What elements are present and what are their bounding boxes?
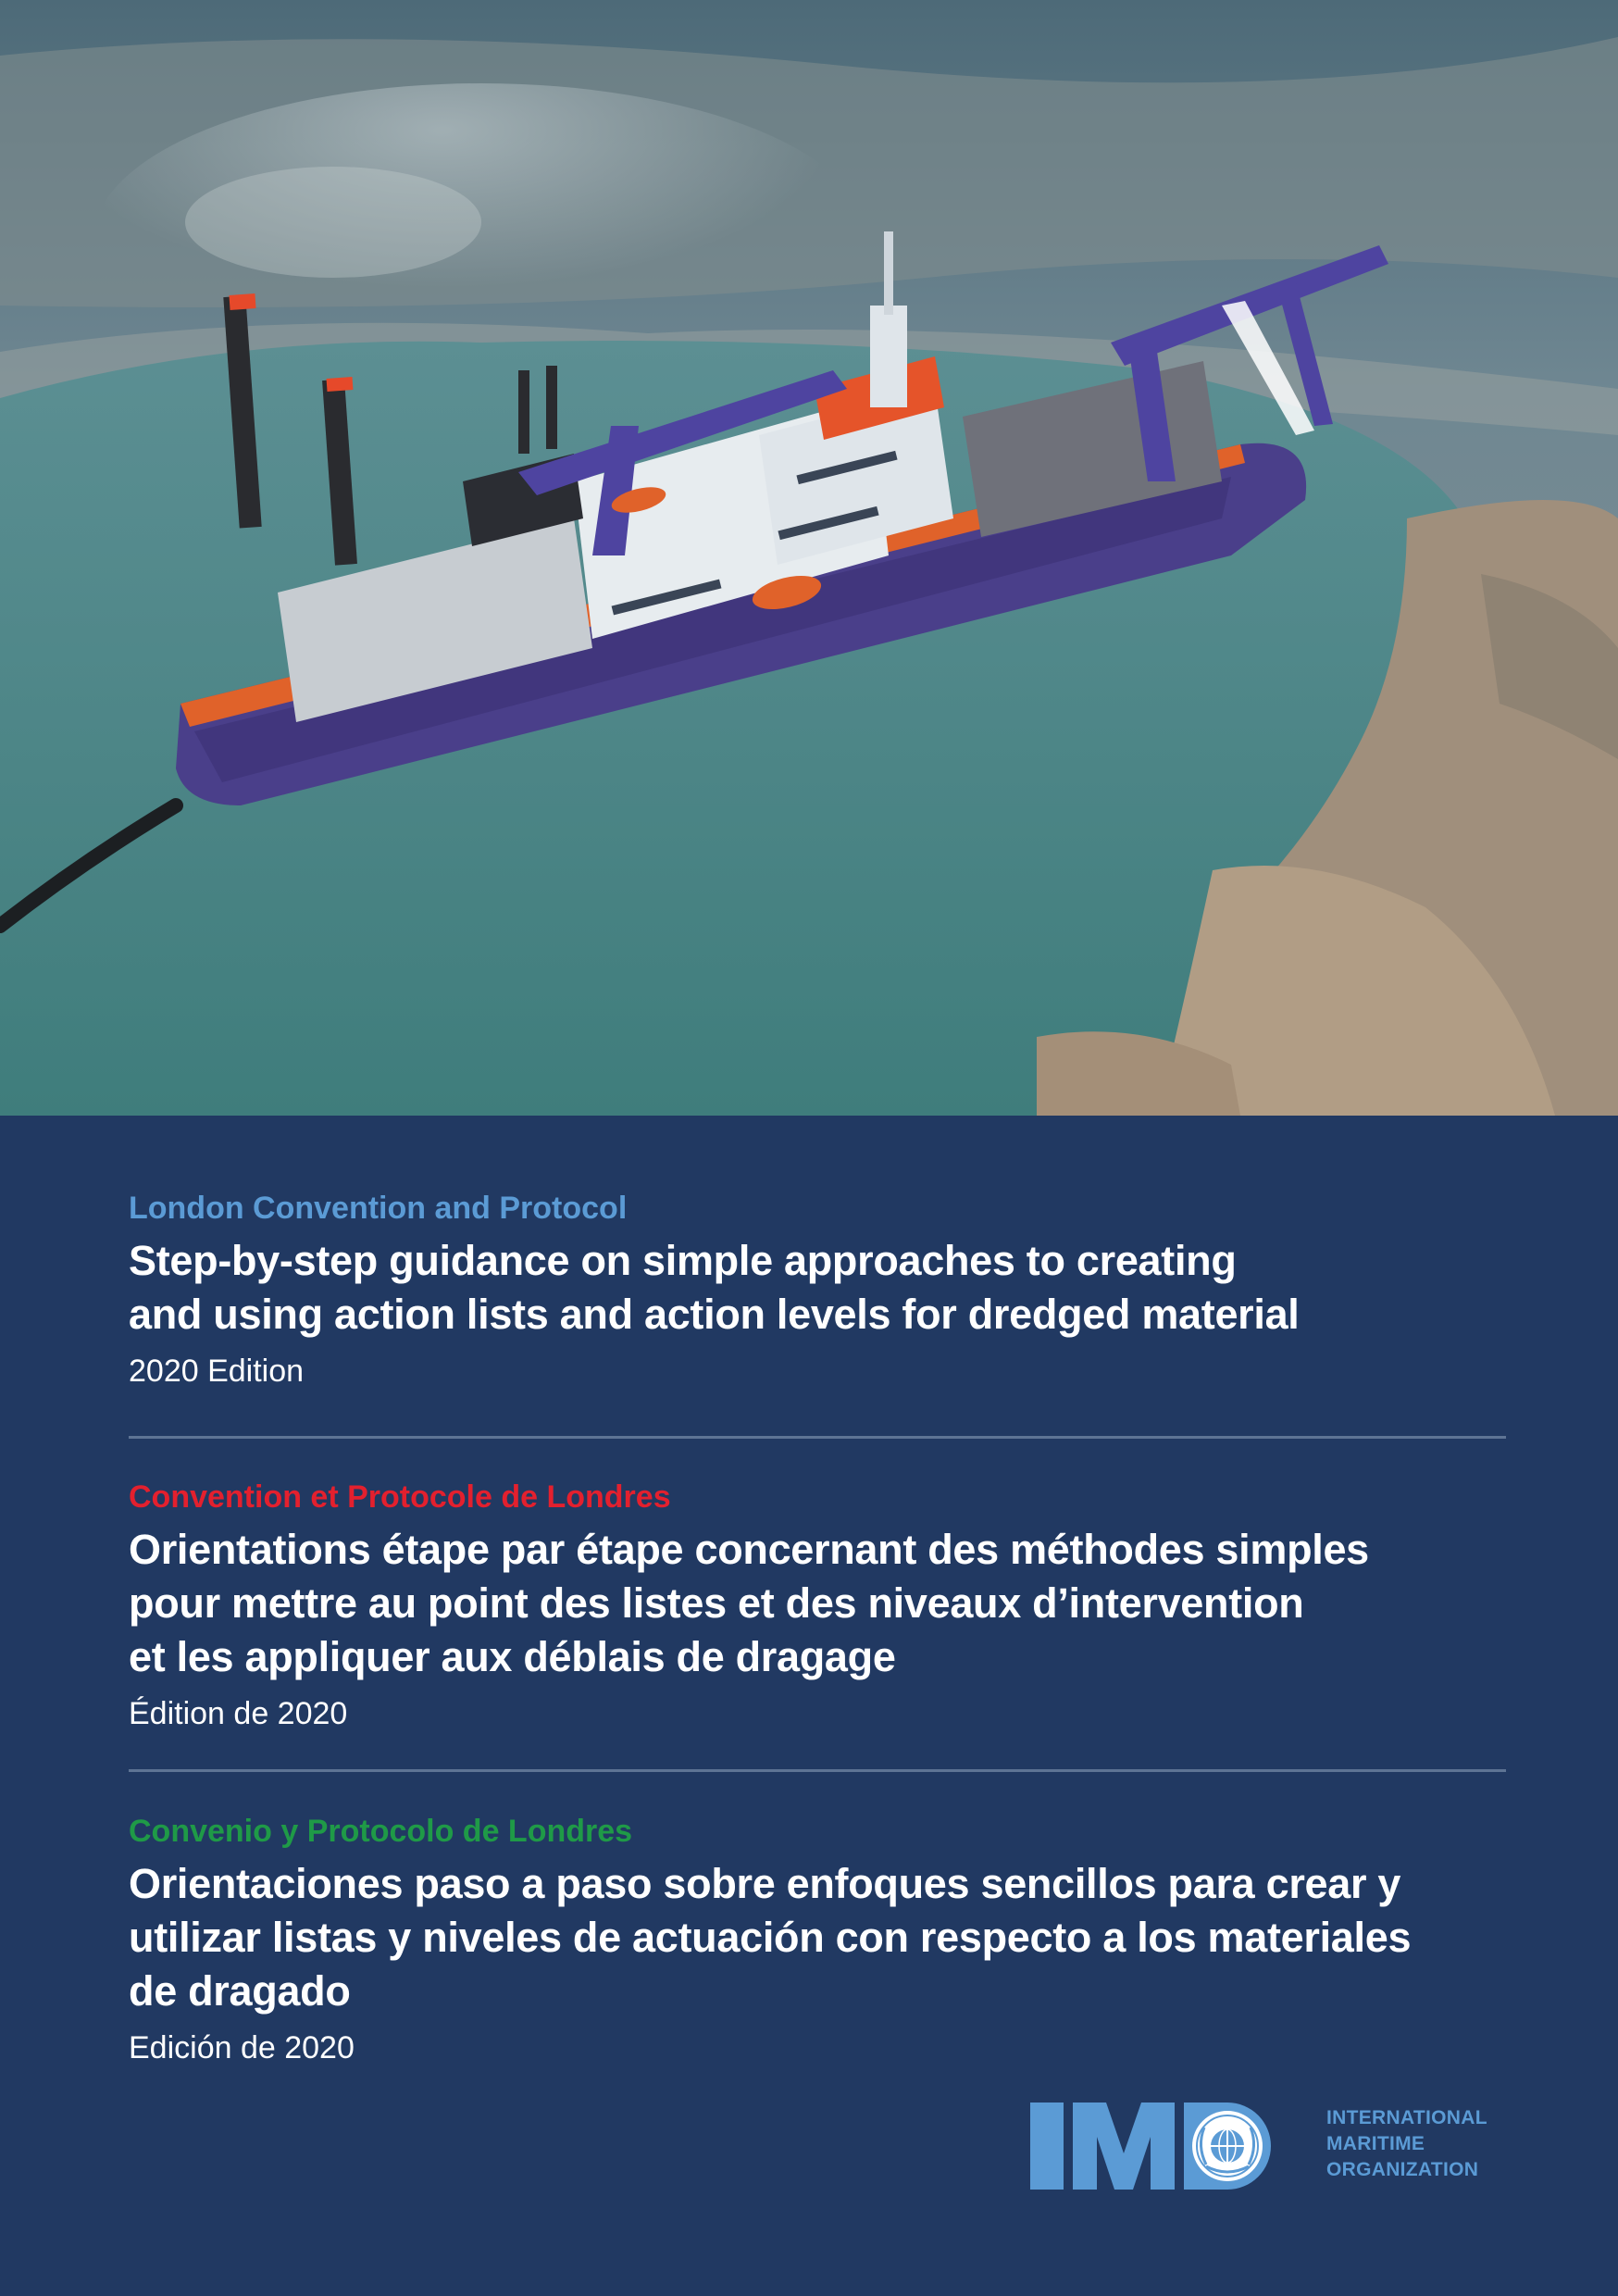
english-title-line: Step-by-step guidance on simple approaches to creating xyxy=(129,1237,1237,1284)
english-title-line: and using action lists and action levels for dredged material xyxy=(129,1291,1300,1338)
spanish-title-line: utilizar listas y niveles de actuación con respecto a los materiales xyxy=(129,1914,1412,1961)
french-title-line: et les appliquer aux déblais de dragage xyxy=(129,1633,896,1680)
spanish-edition: Edición de 2020 xyxy=(129,2030,355,2065)
dredger-illustration xyxy=(0,0,1618,1116)
organization-name-line: ORGANIZATION xyxy=(1326,2159,1479,2180)
english-series-name: London Convention and Protocol xyxy=(129,1191,628,1226)
english-title xyxy=(129,1234,1508,1341)
english-title-block xyxy=(129,1190,1508,1391)
french-series-name: Convention et Protocole de Londres xyxy=(129,1479,671,1515)
spanish-series-name: Convenio y Protocolo de Londres xyxy=(129,1814,633,1849)
section-divider xyxy=(129,1436,1506,1439)
french-title-line: pour mettre au point des listes et des niveaux d’intervention xyxy=(129,1579,1304,1627)
spanish-title-line: Orientaciones paso a paso sobre enfoques sencillos para crear y xyxy=(129,1860,1401,1907)
french-edition: Édition de 2020 xyxy=(129,1696,348,1731)
spanish-title xyxy=(129,1857,1508,2018)
french-title-line: Orientations étape par étape concernant des méthodes simples xyxy=(129,1526,1369,1573)
cover-photo xyxy=(0,0,1618,1116)
imo-emblem xyxy=(1030,2100,1273,2192)
spanish-title-line: de dragado xyxy=(129,1967,351,2015)
french-title xyxy=(129,1523,1508,1684)
french-title-block xyxy=(129,1479,1508,1734)
organization-name-line: MARITIME xyxy=(1326,2133,1425,2154)
organization-name xyxy=(1326,2105,1487,2183)
english-edition: 2020 Edition xyxy=(129,1354,305,1389)
section-divider xyxy=(129,1769,1506,1772)
spanish-title-block xyxy=(129,1813,1508,2068)
imo-logo xyxy=(1030,2100,1512,2202)
organization-name-line: INTERNATIONAL xyxy=(1326,2107,1487,2128)
